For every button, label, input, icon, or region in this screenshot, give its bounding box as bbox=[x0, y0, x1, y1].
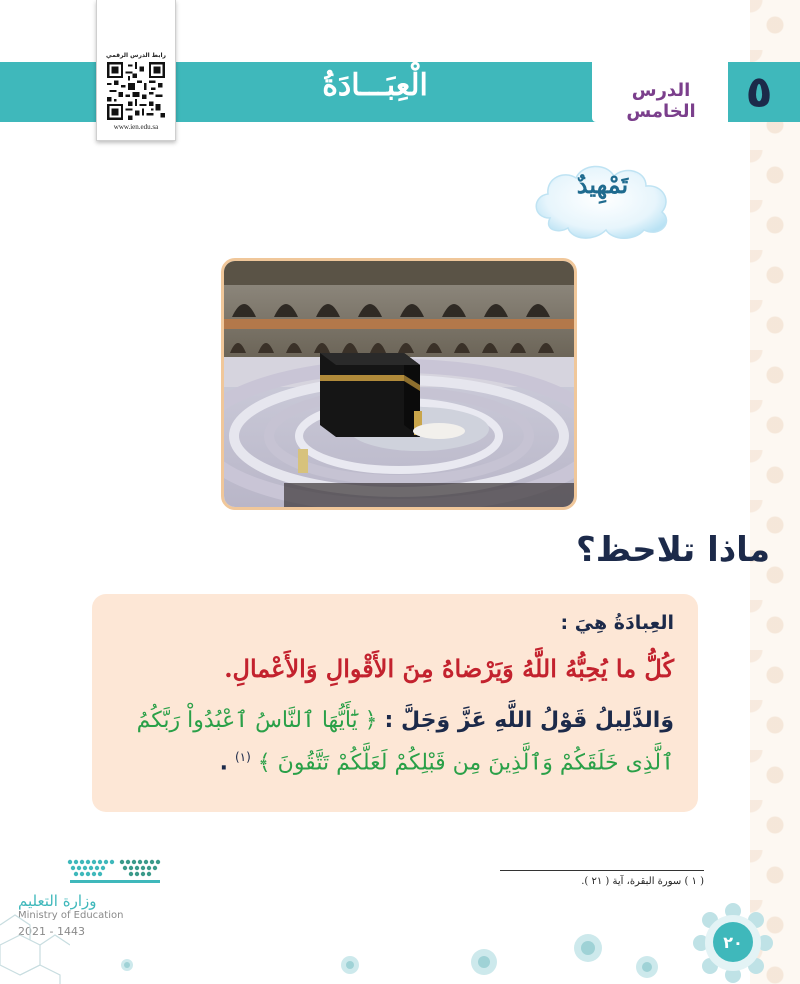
evidence-intro: وَالدَّلِيلُ قَوْلُ اللَّهِ عَزَّ وَجَلَّ : bbox=[384, 708, 674, 733]
ministry-name-ar: وزارة التعليم bbox=[18, 892, 97, 910]
ministry-name-en: Ministry of Education bbox=[18, 910, 124, 921]
decorative-rosette-icon bbox=[470, 948, 498, 976]
evidence-line-2 bbox=[104, 750, 674, 775]
intro-label: تَمْهِيدٌ bbox=[576, 170, 629, 199]
footnote-marker[interactable]: (١) bbox=[234, 750, 251, 764]
decorative-rosette-icon bbox=[635, 955, 659, 979]
verse-line-2: ٱلَّذِى خَلَقَكُمْ وَٱلَّذِينَ مِن قَبْلِكُمْ لَعَلَّكُمْ تَتَّقُونَ ﴾ bbox=[257, 750, 674, 776]
qr-card[interactable] bbox=[96, 0, 176, 141]
definition-heading: العِبادَةُ هِيَ : bbox=[560, 612, 674, 634]
ministry-logo-icon bbox=[60, 852, 170, 888]
lesson-label: الدرس الخامس bbox=[626, 80, 696, 122]
decorative-rosette-icon bbox=[573, 933, 603, 963]
decorative-rosette-icon bbox=[120, 958, 134, 972]
evidence-line-1 bbox=[104, 708, 674, 733]
kaaba-photo bbox=[221, 258, 577, 510]
page-number: ٢٠ bbox=[713, 922, 753, 962]
qr-url[interactable]: www.ien.edu.sa bbox=[113, 123, 159, 131]
qr-code-icon[interactable] bbox=[106, 62, 166, 120]
side-pattern-border bbox=[750, 0, 800, 984]
footnote: ( ١ ) سورة البقرة، آية ( ٢١ ). bbox=[581, 876, 704, 887]
corner-pattern-icon bbox=[0, 905, 70, 984]
lesson-number: ٥ bbox=[745, 66, 773, 118]
question-heading: ماذا تلاحظ؟ bbox=[576, 530, 770, 570]
definition-box bbox=[92, 594, 698, 812]
lesson-title: الْعِبَـــادَةُ bbox=[322, 68, 428, 103]
definition-text: كُلُّ ما يُحِبُّهُ اللَّهُ وَيَرْضاهُ مِنَ الأَقْوالِ وَالأَعْمالِ. bbox=[224, 654, 674, 683]
qr-caption: رابط الدرس الرقمي bbox=[106, 52, 166, 59]
sentence-period: . bbox=[219, 750, 228, 776]
ministry-year: 2021 - 1443 bbox=[18, 925, 85, 938]
verse-line-1: ﴿ يَٰٓأَيُّهَا ٱلنَّاسُ ٱعْبُدُواْ رَبَّكُمُ bbox=[136, 708, 378, 733]
decorative-rosette-icon bbox=[340, 955, 360, 975]
footnote-divider bbox=[500, 870, 704, 871]
